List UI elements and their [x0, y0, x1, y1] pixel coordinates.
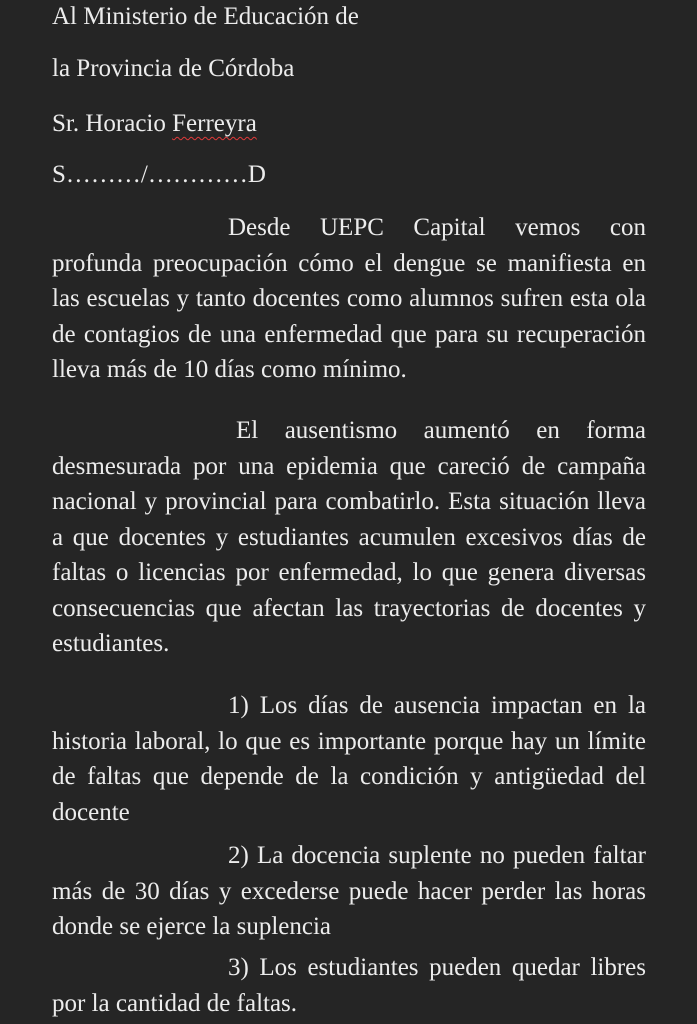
list-item-2-text: 2) La docencia suplente no pueden faltar más de 30 días y excederse puede hacer perder las horas donde se ejerce la suplencia — [52, 842, 646, 940]
paragraph-2 — [52, 413, 646, 662]
list-item-1 — [52, 688, 646, 830]
addressee-line-2: la Provincia de Córdoba — [52, 55, 295, 82]
recipient-line — [52, 109, 257, 139]
paragraph-1 — [52, 210, 646, 388]
list-item-3 — [52, 950, 646, 1021]
recipient-prefix: Sr. Horacio — [52, 110, 173, 137]
list-item-2 — [52, 838, 646, 945]
recipient-surname: Ferreyra — [172, 110, 257, 137]
list-item-1-text: 1) Los días de ausencia impactan en la historia laboral, lo que es importante porque hay un límite de faltas que depende de la condición y antigüedad del docente — [52, 692, 646, 826]
addressee-line-1: Al Ministerio de Educación de — [52, 3, 359, 30]
list-item-3-text: 3) Los estudiantes pueden quedar libres por la cantidad de faltas. — [52, 954, 646, 1017]
paragraph-2-text: El ausentismo aumentó en forma desmesurada por una epidemia que careció de campaña nacional y provincial para combatirlo. Esta situación lleva a que docentes y estudiantes acumulen excesivos días de faltas o licencias por enfermedad, lo que genera diversas consecuencias que afectan las trayectorias de docentes y estudiantes. — [52, 417, 646, 657]
paragraph-1-text: Desde UEPC Capital vemos con profunda preocupación cómo el dengue se manifiesta en las escuelas y tanto docentes como alumnos sufren esta ola de contagios de una enfermedad que para su recuperación lleva más de 10 días como mínimo. — [52, 214, 646, 383]
salutation-line: S………/…………D — [52, 161, 266, 188]
